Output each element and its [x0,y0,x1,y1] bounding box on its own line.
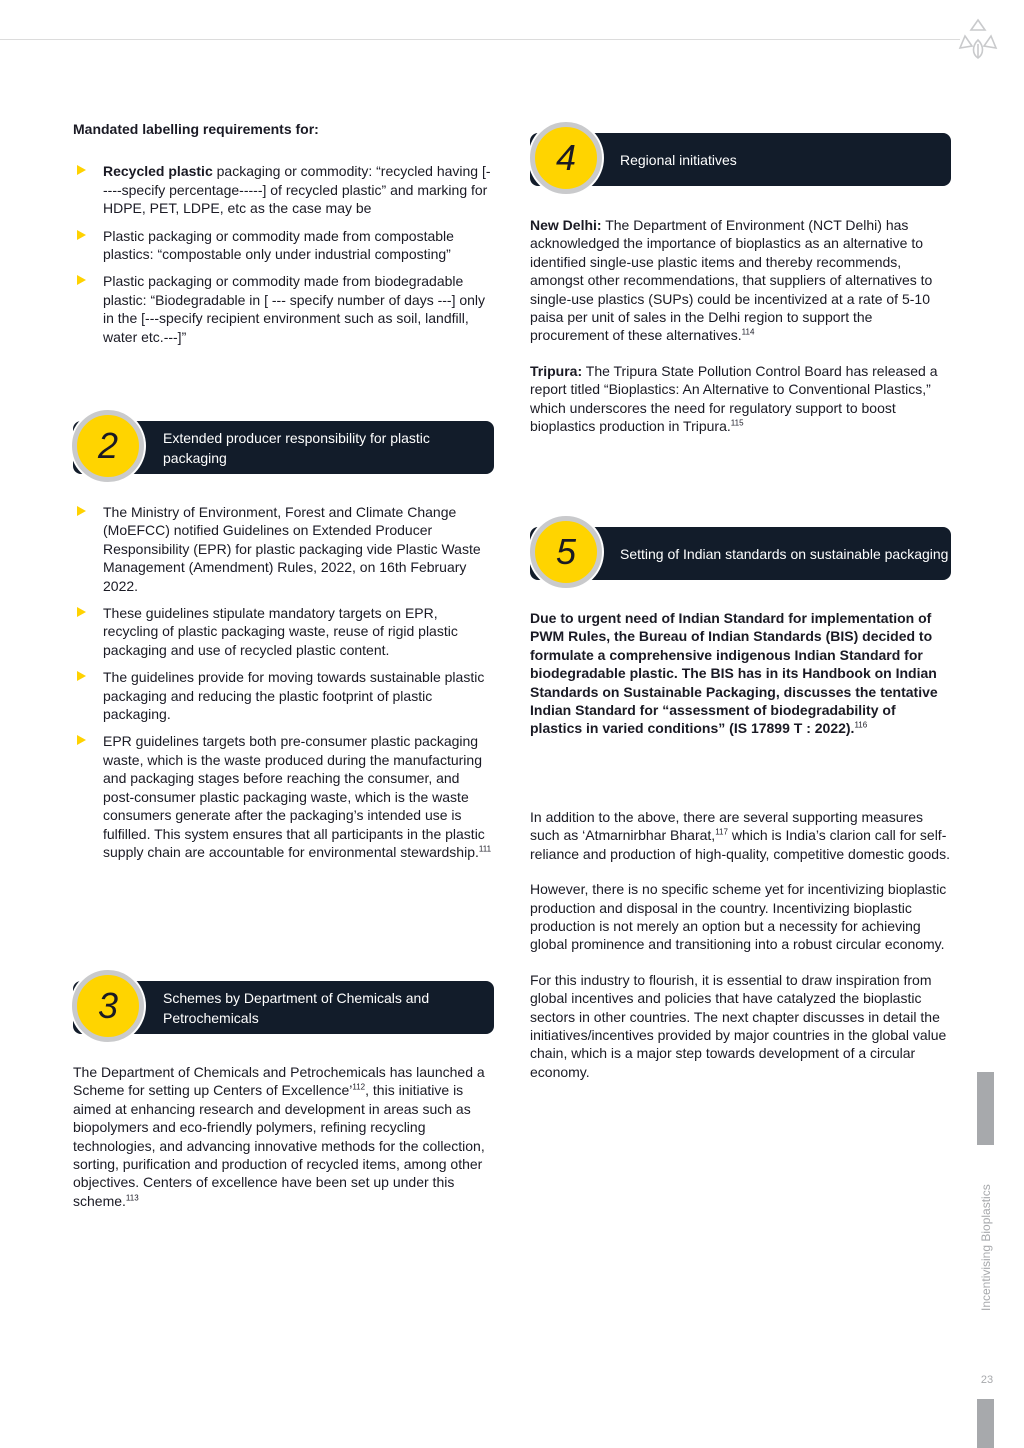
item-lead: Recycled plastic [103,163,213,180]
item-text: The Ministry of Environment, Forest and Climate Change (MoEFCC) notified Guidelines on Extended Producer Responsibility (EPR) for plastic packaging vide Plastic Waste Management (Amendment) Rules, 2022, on 16th February 2022. [103,504,481,594]
side-chapter-title: Incentivising Bioplastics [979,1184,993,1311]
item-text: EPR guidelines targets both pre-consumer plastic packaging waste, which is the waste produced during the manufacturing and packaging stages before reaching the consumer, and post-consumer plastic packaging waste, which is the waste consumers generate after the packaging’s intended use is fulfilled. This system ensures that all participants in the plastic supply chain are accountable for environmental stewardship. [103,733,485,860]
section-4-number: 4 [555,137,577,178]
section-4-body [530,216,950,452]
tripura-label: Tripura: [530,362,583,379]
triangle-bullet-icon [77,735,86,745]
list-item [73,604,493,659]
delhi-paragraph [530,216,950,345]
labelling-heading: Mandated labelling requirements for: [73,121,319,137]
triangle-bullet-icon [77,165,86,175]
section-4-title: Regional initiatives [620,151,737,168]
section-3-number: 3 [97,985,119,1026]
footnote-ref: 114 [741,327,755,337]
section-2-body [73,503,493,870]
text-part: The Tripura State Pollution Control Board has released a report titled “Bioplastics: An Alternative to Conventional Plastics,” which underscores the need for regulatory support to boost bioplastics production in Tripura. [530,362,938,435]
list-item [73,503,493,595]
footnote-ref: 113 [125,1193,139,1203]
section-3-title: Schemes by Department of Chemicals and Petrochemicals [163,989,430,1026]
triangle-bullet-icon [77,230,86,240]
text-part: , this initiative is aimed at enhancing research and development in areas such as biopolymers and eco-friendly polymers, refining recycling technologies, and advancing innovative methods for the collection, sorting, purification and production of recycled items, among other objectives. Centers of excellence have been set up under this scheme. [73,1082,485,1209]
footnote-ref: 112 [352,1082,366,1092]
section-5-number: 5 [555,531,577,572]
list-item [73,162,493,217]
text-part: which is India’s clarion call for self-reliance and production of high-quality, competitive domestic goods. [530,827,950,862]
page-number: 23 [980,1374,994,1386]
item-text: Plastic packaging or commodity made from compostable plastics: “compostable only under industrial composting” [103,227,454,263]
list-item [73,668,493,723]
section-3-body [73,1063,491,1210]
footnote-ref: 117 [715,827,728,837]
next-chapter-paragraph: For this industry to flourish, it is essential to draw inspiration from global incentives and policies that have catalyzed the bioplastic sectors in other countries. The next chapter discusses in detail the initiatives/incentives provided by major countries in the global value chain, which is a major step towards development of a circular economy. [530,971,947,1080]
text-part: The Department of Chemicals and Petrochemicals has launched a Scheme for setting up Centers of Excellence’ [73,1064,485,1099]
triangle-bullet-icon [77,506,86,516]
tripura-paragraph [530,362,950,436]
section-2-number-badge [72,410,144,482]
triangle-bullet-icon [77,275,86,285]
text-part: The Department of Environment (NCT Delhi) has acknowledged the importance of bioplastics as an alternative to identified single-use plastic items and thereby recommends, amongst other recommendations, that suppliers of alternatives to single-use plastics (SUPs) could be incentivized at a rate of 5-10 paisa per unit of sales in the Delhi region to support the procurement of these alternatives. [530,217,933,344]
section-5-title: Setting of Indian standards on sustainable packaging [620,545,949,562]
section-3-paragraph [73,1063,491,1210]
text-part: Due to urgent need of Indian Standard for implementation of PWM Rules, the Bureau of Indian Standards (BIS) decided to formulate a comprehensive indigenous Indian Standard for biodegradable plastic. The BIS has in its Handbook on Indian Standards on Sustainable Packaging, discusses the tentative Indian Standard for “assessment of biodegradability of plastics in varied conditions” (IS 17899 T : 2022). [530,610,938,737]
labelling-block [73,120,493,355]
section-2-title: Extended producer responsibility for plastic packaging [163,429,430,466]
delhi-label: New Delhi: [530,217,602,233]
closing-body [530,808,950,1098]
epr-list [73,503,493,861]
text-part: In addition to the above, there are several supporting measures such as ‘Atmarnirbhar Bharat, [530,809,924,844]
footnote-ref: 116 [854,720,868,730]
footnote-ref: 111 [478,844,492,854]
list-item [73,272,493,346]
side-footer-bar [977,1399,994,1448]
list-item [73,227,493,264]
footnote-ref: 115 [730,418,744,428]
section-3-number-badge [72,970,144,1042]
section-4-number-badge [530,122,602,194]
item-text: The guidelines provide for moving towards sustainable plastic packaging and reducing the plastic footprint of plastic packaging. [103,669,485,723]
list-item [73,732,493,861]
item-text: Plastic packaging or commodity made from biodegradable plastic: “Biodegradable in [ --- specify number of days ---] only in the [---specify recipient environment such as soil, landfill, water etc.---]” [103,273,486,345]
section-5-number-badge [530,516,602,588]
no-scheme-paragraph: However, there is no specific scheme yet for incentivizing bioplastic production and disposal in the country. Incentivizing bioplastic production is not merely an option but a necessity for achieving global prominence and transitioning into a robust circular economy. [530,881,947,953]
section-5-body [530,609,950,738]
labelling-list [73,162,493,346]
recycle-leaf-logo-icon [958,16,998,62]
triangle-bullet-icon [77,671,86,681]
side-tab-bar [977,1072,994,1145]
header-rule [0,39,960,40]
section-2-number: 2 [97,425,119,466]
item-text: packaging or commodity: “recycled having [-----specify percentage-----] of recycled plastic” and marking for HDPE, PET, LDPE, etc as the case may be [103,163,491,217]
triangle-bullet-icon [77,607,86,617]
item-text: These guidelines stipulate mandatory targets on EPR, recycling of plastic packaging waste, reuse of rigid plastic packaging and use of recycled plastic content. [103,605,458,658]
supporting-measures-paragraph [530,808,950,863]
bis-paragraph [530,609,950,738]
